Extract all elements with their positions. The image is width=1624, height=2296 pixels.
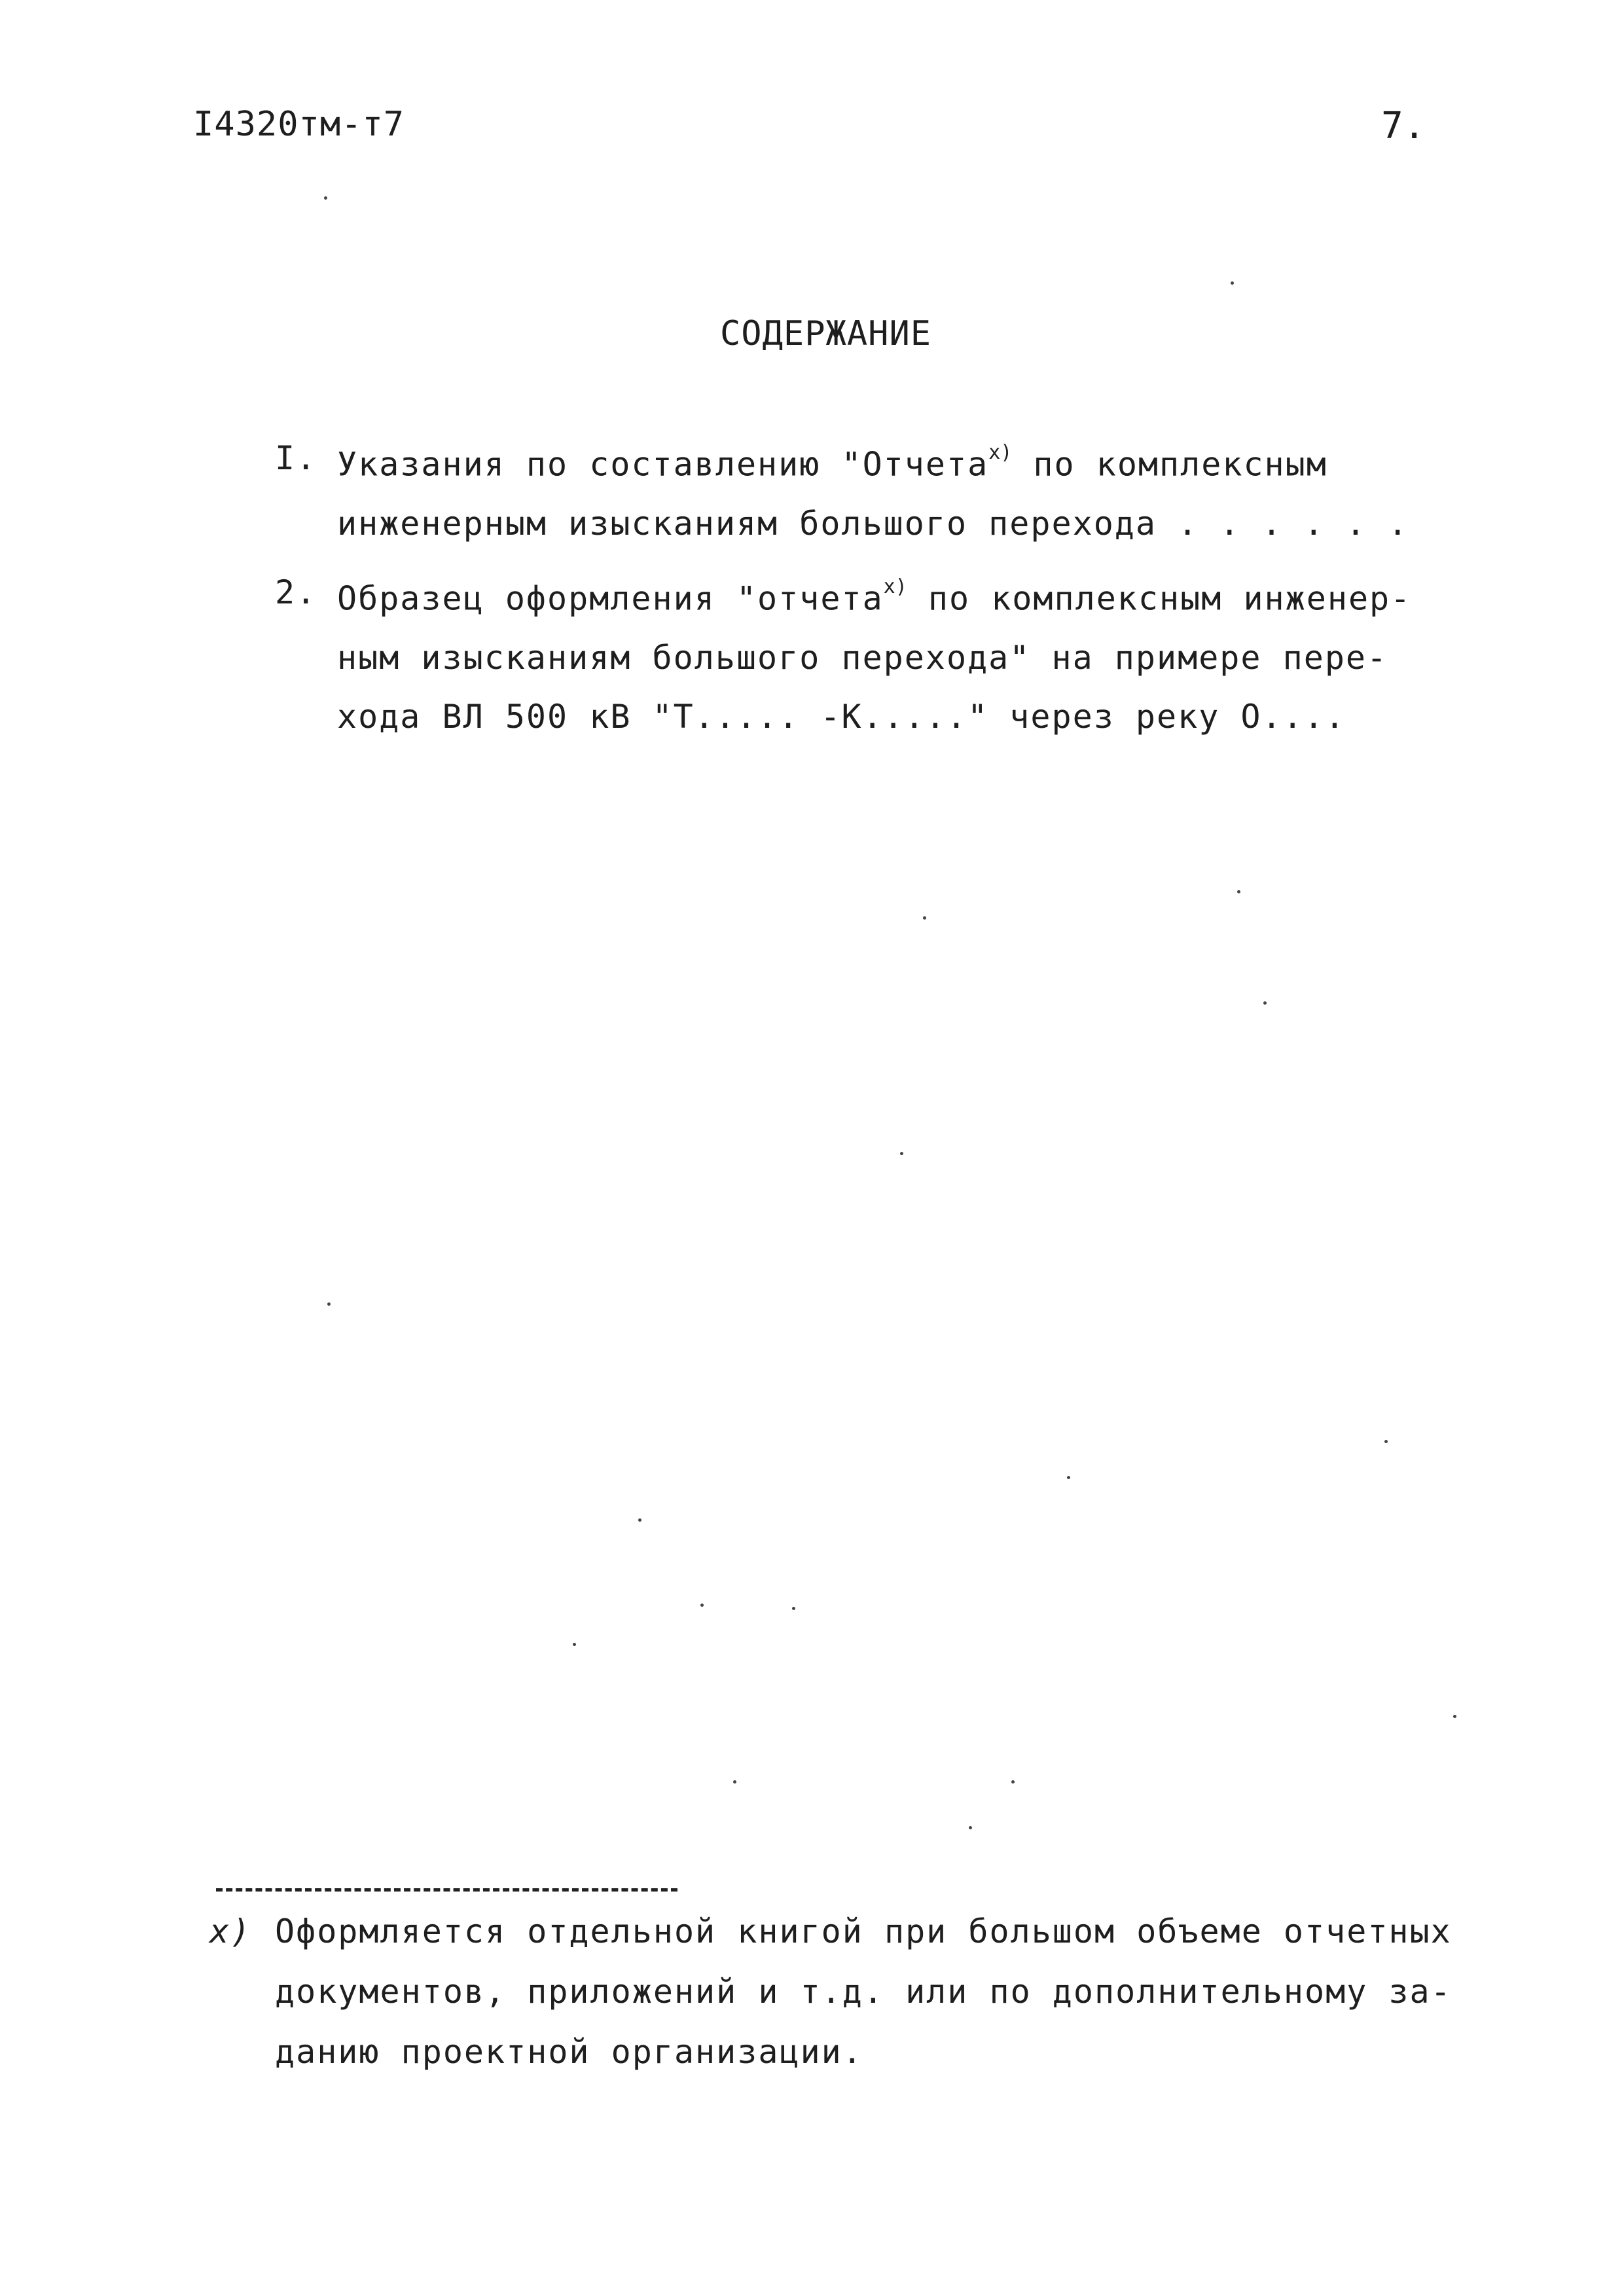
toc-entry-2 [275, 563, 1450, 746]
document-code: I4320тм-т7 [193, 105, 405, 144]
scan-speck [969, 1826, 972, 1829]
footnote [209, 1901, 1453, 2082]
scan-speck [573, 1643, 576, 1646]
toc-entry-line [337, 429, 1450, 494]
footnote-marker: x) [883, 575, 907, 598]
toc-entry-line [337, 563, 1450, 628]
scan-speck [1231, 281, 1234, 285]
toc-entry-number: 2. [275, 573, 317, 611]
footnote-line: Оформляется отдельной книгой при большом объеме отчетных [275, 1912, 1452, 1950]
toc-entry-line: ным изысканиям большого перехода" на примере пере- [337, 638, 1388, 677]
toc-title: СОДЕРЖАНИЕ [720, 314, 932, 353]
scan-speck [1011, 1780, 1015, 1784]
scan-speck [733, 1780, 736, 1784]
footnote-separator [216, 1888, 677, 1892]
scan-speck [327, 1302, 331, 1306]
toc-entry-line: инженерным изысканиям большого перехода . . . . . . [337, 504, 1409, 543]
scan-speck [638, 1518, 641, 1522]
toc-entry-text: по комплексным инженер- [907, 579, 1412, 618]
footnote-marker: x) [209, 1912, 252, 1950]
footnote-line: данию проектной организации. [275, 2033, 863, 2071]
toc-entry-text: Образец оформления "отчета [337, 579, 884, 618]
scan-speck [900, 1152, 903, 1155]
toc-entry-line: хода ВЛ 500 кВ "Т..... -К....." через реку О.... [337, 697, 1346, 736]
scan-speck [1384, 1440, 1388, 1443]
scan-speck [1237, 890, 1240, 893]
scan-speck [700, 1604, 704, 1607]
scan-speck [1453, 1715, 1456, 1718]
toc-entry-number: I. [275, 439, 317, 477]
toc-entry-1 [275, 429, 1450, 553]
toc-entry-text: по комплексным [1012, 445, 1327, 484]
scan-speck [1263, 1001, 1267, 1005]
page-number: 7. [1381, 105, 1426, 147]
scan-speck [792, 1607, 795, 1610]
footnote-line: документов, приложений и т.д. или по дополнительному за- [275, 1973, 1452, 2011]
toc-entry-text: Указания по составлению "Отчета [337, 445, 989, 484]
footnote-marker: x) [988, 441, 1013, 464]
scan-speck [324, 196, 327, 200]
scan-speck [1067, 1476, 1070, 1479]
scan-speck [923, 916, 926, 920]
